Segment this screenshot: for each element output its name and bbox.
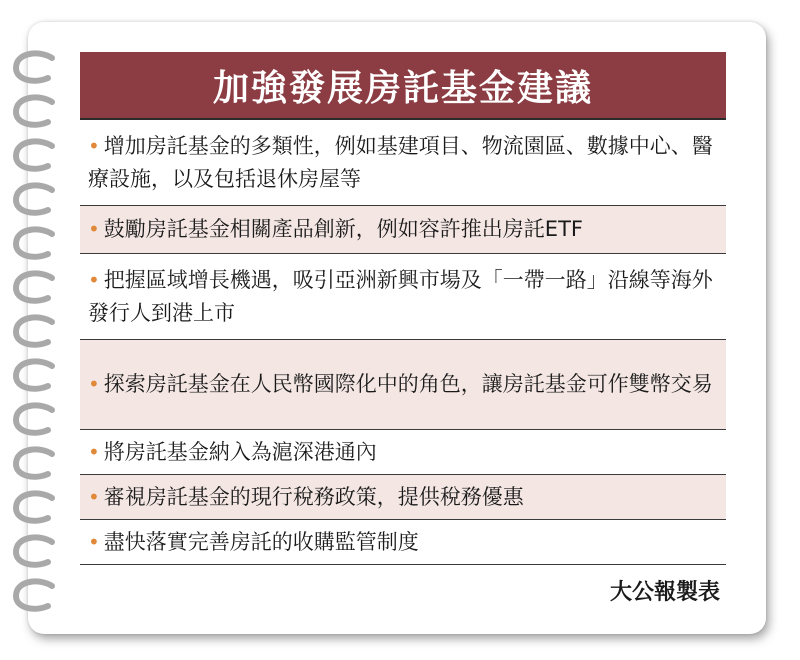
bullet-icon: • (88, 217, 100, 241)
list-item (80, 120, 726, 206)
item-text: 把握區域增長機遇，吸引亞洲新興市場及「一帶一路」沿線等海外發行人到港上市 (88, 267, 713, 325)
table-title: 加強發展房託基金建議 (80, 52, 726, 120)
bullet-icon: • (88, 372, 100, 396)
list-item (80, 206, 726, 254)
bullet-icon: • (88, 484, 100, 509)
bullet-icon: • (88, 439, 100, 464)
list-item (80, 520, 726, 565)
item-text: 盡快落實完善房託的收購監管制度 (103, 529, 419, 554)
spiral-binding (0, 0, 80, 660)
list-item (80, 254, 726, 340)
list-item (80, 475, 726, 520)
item-text: 探索房託基金在人民幣國際化中的角色，讓房託基金可作雙幣交易 (103, 372, 713, 396)
proposal-table (80, 52, 726, 606)
item-text: 增加房託基金的多類性，例如基建項目、物流園區、數據中心、醫療設施，以及包括退休房屋等 (88, 133, 713, 191)
bullet-icon: • (88, 133, 100, 158)
list-item (80, 430, 726, 475)
source-credit: 大公報製表 (609, 580, 720, 605)
spiral-ring-icon (0, 0, 80, 660)
item-text: 鼓勵房託基金相關產品創新，例如容許推出房託ETF (103, 217, 583, 241)
item-text: 審視房託基金的現行稅務政策，提供稅務優惠 (103, 484, 524, 509)
bullet-icon: • (88, 529, 100, 554)
item-text: 將房託基金納入為滬深港通內 (103, 439, 377, 464)
list-item (80, 340, 726, 430)
bullet-icon: • (88, 267, 100, 292)
